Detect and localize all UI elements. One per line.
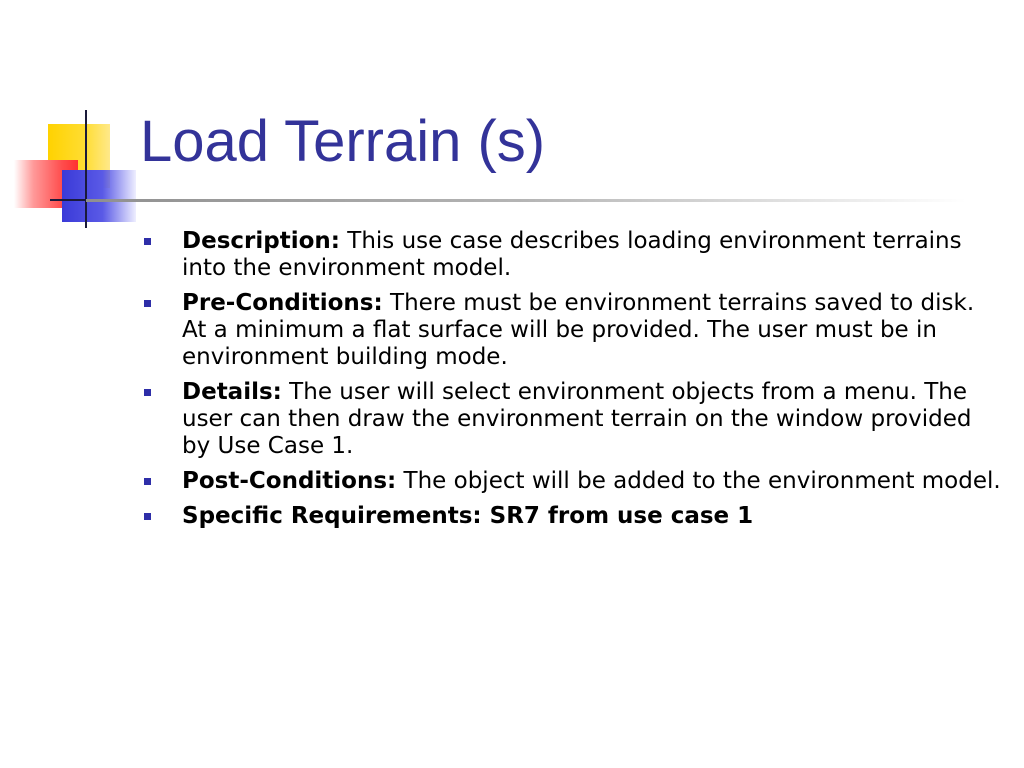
- slide-title: Load Terrain (s): [140, 109, 546, 174]
- bullet-item-details: [142, 379, 1002, 460]
- bullet-item-pre-conditions: [142, 290, 1002, 371]
- square-bullet-icon: [144, 513, 151, 520]
- square-bullet-icon: [144, 389, 151, 396]
- bullet-label: Pre-Conditions:: [182, 290, 383, 316]
- bullet-item-specific-requirements: [142, 503, 1002, 530]
- vertical-line-decoration: [85, 110, 87, 228]
- bullet-text: The user will select environment objects from a menu. The user can then draw the environment terrain on the window provided by Use Case 1.: [182, 379, 972, 459]
- logo-squares-decoration: [0, 0, 150, 240]
- bullet-label: Specific Requirements: SR7 from use case 1: [182, 503, 754, 529]
- blue-square-decoration: [62, 170, 136, 222]
- bullet-text: This use case describes loading environment terrains into the environment model.: [182, 228, 962, 281]
- square-bullet-icon: [144, 300, 151, 307]
- bullet-text: There must be environment terrains saved to disk. At a minimum a flat surface will be provided. The user must be in environment building mode.: [182, 290, 975, 370]
- bullet-item-post-conditions: [142, 468, 1002, 495]
- bullet-label: Post-Conditions:: [182, 468, 397, 494]
- bullet-label: Details:: [182, 379, 282, 405]
- bullet-item-description: [142, 228, 1002, 282]
- bullet-label: Description:: [182, 228, 340, 254]
- title-underline: [86, 199, 966, 202]
- bullet-list: [142, 228, 1002, 538]
- bullet-text: The object will be added to the environment model.: [396, 468, 1001, 494]
- square-bullet-icon: [144, 238, 151, 245]
- square-bullet-icon: [144, 478, 151, 485]
